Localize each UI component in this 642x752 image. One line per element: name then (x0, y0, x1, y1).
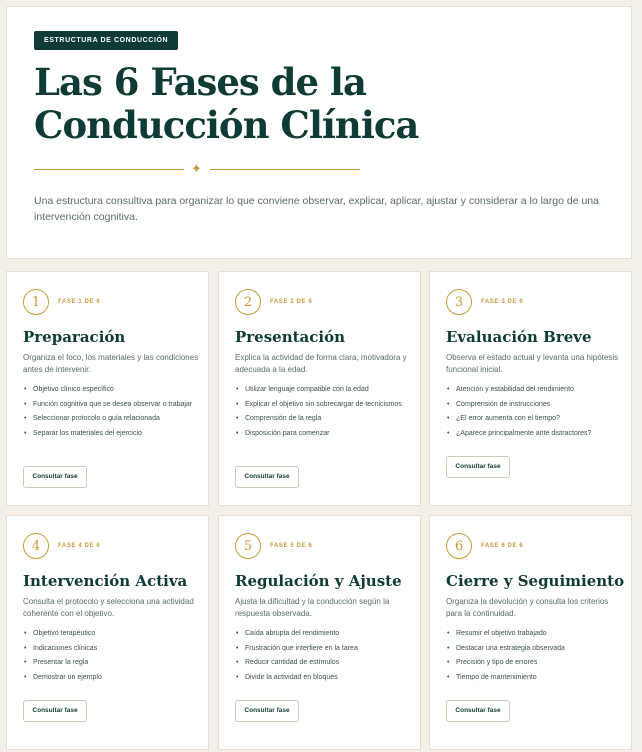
phase-description: Organiza el foco, los materiales y las condiciones antes de intervenir. (23, 353, 199, 374)
phase-title: Evaluación Breve (446, 328, 592, 346)
phase-checklist (235, 384, 415, 442)
list-item: • Comprensión de la regla (235, 413, 415, 424)
list-item: • Función cognitiva que se desea observar o trabajar (23, 399, 203, 410)
list-item: • Separar los materiales del ejercicio (23, 428, 203, 439)
phase-checklist (235, 628, 415, 686)
phase-title: Intervención Activa (23, 572, 188, 590)
list-item: • ¿Aparece principalmente ante distractores? (446, 428, 626, 439)
list-item: • Objetivo terapéutico (23, 628, 203, 639)
phase-checklist (23, 628, 203, 686)
list-item: • Caída abrupta del rendimiento (235, 628, 415, 639)
list-item: • Seleccionar protocolo o guía relacionada (23, 413, 203, 424)
title-divider-right (210, 169, 360, 170)
list-item: • Utilizar lenguaje compatible con la edad (235, 384, 415, 395)
phase-label: FASE 3 DE 6 (481, 299, 524, 305)
list-item: • Reducir cantidad de estímulos (235, 657, 415, 668)
phase-number-badge: 2 (235, 289, 261, 315)
phase-label: FASE 2 DE 6 (270, 299, 313, 305)
list-item: • ¿El error aumenta con el tiempo? (446, 413, 626, 424)
phase-card-3 (429, 271, 632, 506)
phase-label: FASE 5 DE 6 (270, 543, 313, 549)
list-item: • Destacar una estrategia observada (446, 643, 626, 654)
page-title: Las 6 Fases de la Conducción Clínica (34, 60, 419, 147)
consult-phase-button[interactable]: Consultar fase (235, 700, 299, 722)
phase-number-badge: 5 (235, 533, 261, 559)
phase-title: Presentación (235, 328, 346, 346)
list-item: • Precisión y tipo de errores (446, 657, 626, 668)
phase-description: Consulta el protocolo y selecciona una actividad coherente con el objetivo. (23, 597, 194, 618)
phase-title: Preparación (23, 328, 126, 346)
phase-number-badge: 1 (23, 289, 49, 315)
consult-phase-button[interactable]: Consultar fase (446, 700, 510, 722)
divider-star-icon: ✦ (191, 161, 202, 176)
list-item: • Tiempo de mantenimiento (446, 672, 626, 683)
list-item: • Indicaciones clínicas (23, 643, 203, 654)
list-item: • Comprensión de instrucciones (446, 399, 626, 410)
phase-description: Observa el estado actual y levanta una hipótesis funcional inicial. (446, 353, 619, 374)
phase-card-4 (6, 515, 209, 750)
list-item: • Objetivo clínico específico (23, 384, 203, 395)
phase-label: FASE 4 DE 6 (58, 543, 101, 549)
consult-phase-button[interactable]: Consultar fase (23, 466, 87, 488)
list-item: • Dividir la actividad en bloques (235, 672, 415, 683)
section-badge: ESTRUCTURA DE CONDUCCIÓN (34, 31, 178, 50)
phase-number-badge: 6 (446, 533, 472, 559)
list-item: • Disposición para comenzar (235, 428, 415, 439)
list-item: • Resumir el objetivo trabajado (446, 628, 626, 639)
intro-text: Una estructura consultiva para organizar lo que conviene observar, explicar, aplicar, ajustar y considerar a lo largo de una intervención cognitiva. (34, 195, 599, 223)
phase-label: FASE 1 DE 6 (58, 299, 101, 305)
consult-phase-button[interactable]: Consultar fase (446, 456, 510, 478)
list-item: • Presentar la regla (23, 657, 203, 668)
phase-card-1 (6, 271, 209, 506)
list-item: • Demostrar un ejemplo (23, 672, 203, 683)
phase-checklist (446, 384, 626, 442)
phase-description: Ajusta la dificultad y la conducción según la respuesta observada. (235, 597, 390, 618)
phase-description: Explica la actividad de forma clara, motivadora y adecuada a la edad. (235, 353, 407, 374)
phase-number-badge: 4 (23, 533, 49, 559)
phase-checklist (23, 384, 203, 442)
list-item: • Explicar el objetivo sin sobrecargar de tecnicismos (235, 399, 415, 410)
phase-label: FASE 6 DE 6 (481, 543, 524, 549)
phase-title: Cierre y Seguimiento (446, 572, 625, 590)
phase-number-badge: 3 (446, 289, 472, 315)
phase-card-5 (218, 515, 421, 750)
phase-card-6 (429, 515, 632, 750)
title-divider-left (34, 169, 184, 170)
phase-card-2 (218, 271, 421, 506)
list-item: • Frustración que interfiere en la tarea (235, 643, 415, 654)
list-item: • Atención y estabilidad del rendimiento (446, 384, 626, 395)
phase-title: Regulación y Ajuste (235, 572, 402, 590)
consult-phase-button[interactable]: Consultar fase (235, 466, 299, 488)
hero-section (6, 6, 632, 259)
phase-description: Organiza la devolución y consulta los criterios para la continuidad. (446, 597, 609, 618)
consult-phase-button[interactable]: Consultar fase (23, 700, 87, 722)
phase-checklist (446, 628, 626, 686)
